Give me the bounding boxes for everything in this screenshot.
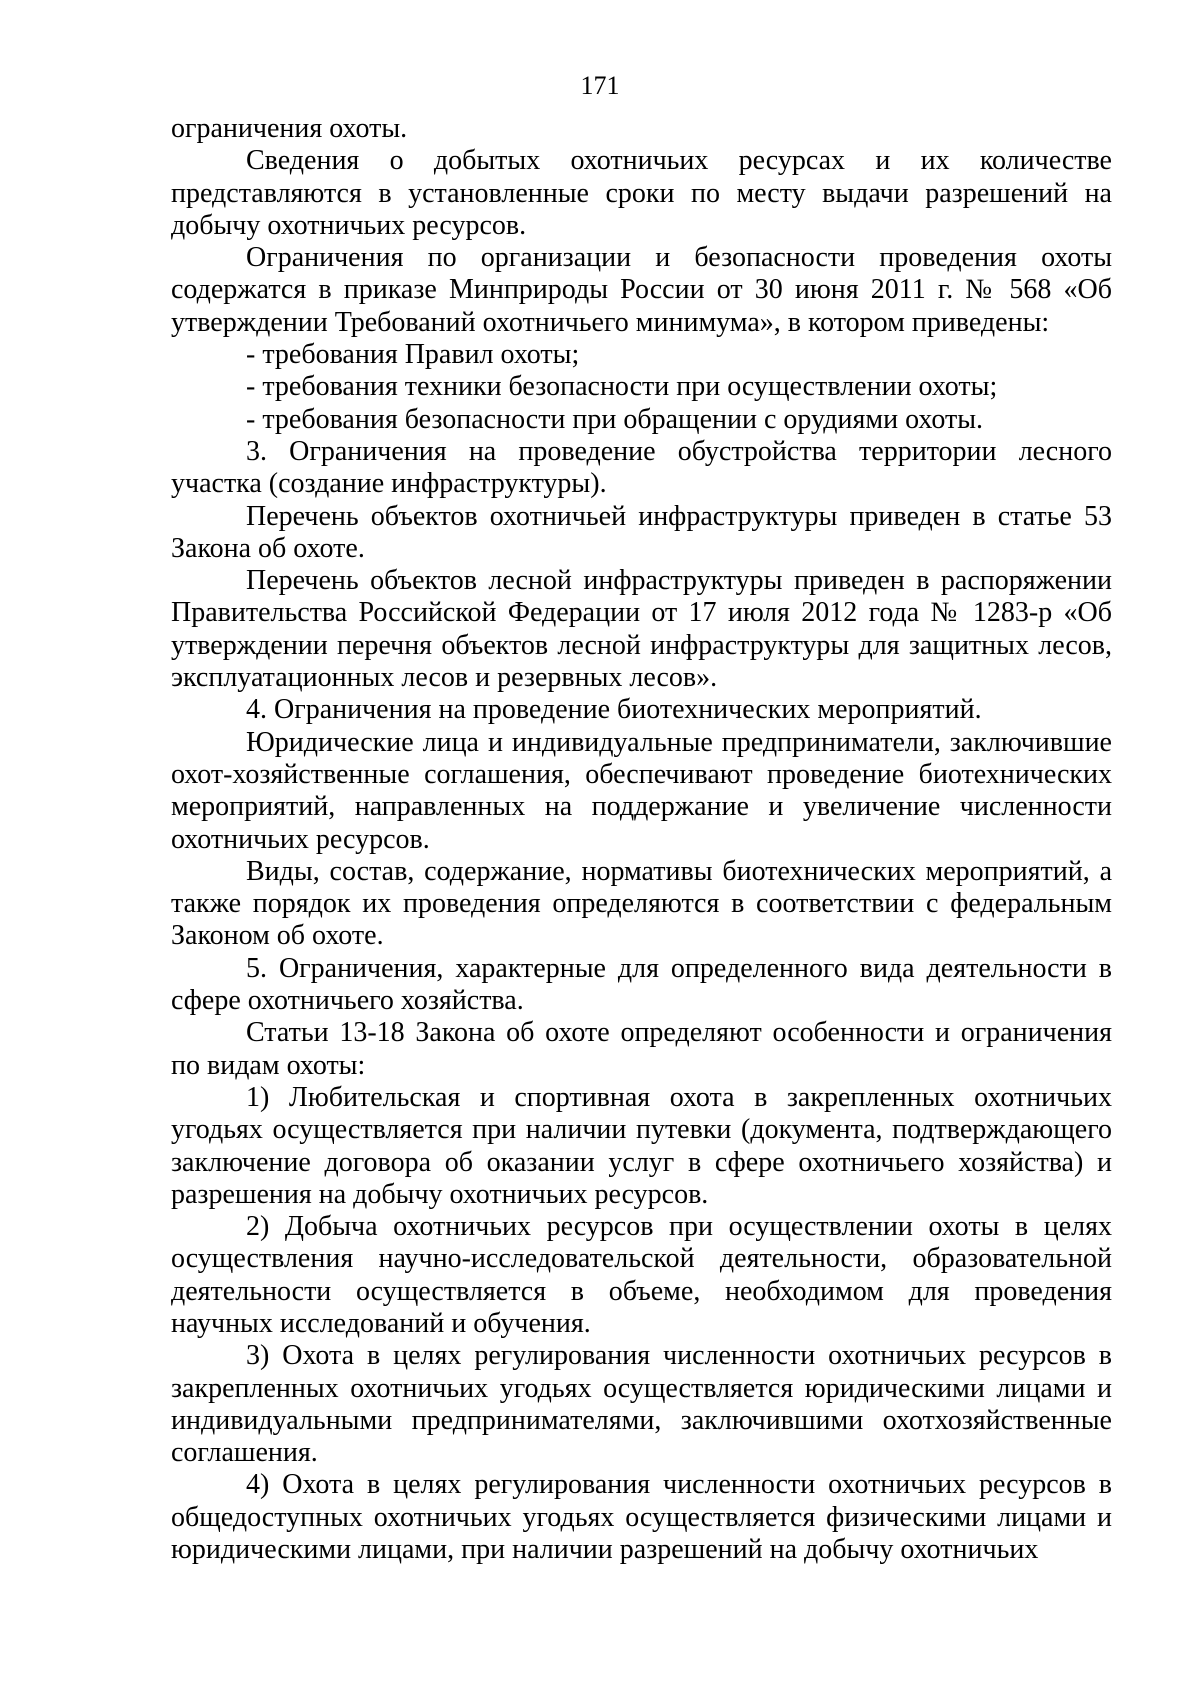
page-number: 171 (580, 71, 620, 100)
list-item-weapon-safety: - требования безопасности при обращении с орудиями охоты. (246, 403, 984, 435)
document-body (171, 113, 1112, 1566)
paragraph-catch-reporting: Сведения о добытых охотничьих ресурсах и их количестве представляются в установленные сроки по месту выдачи разрешений на добычу охотничьих ресурсов. (171, 145, 1112, 241)
list-item-regulation-public: 4) Охота в целях регулирования численности охотничьих ресурсов в общедоступных охотничьих угодьях осуществляется физическими лицами и юридическими лицами, при наличии разрешений на добычу охотничьих (171, 1469, 1112, 1566)
list-item-amateur-hunting: 1) Любительская и спортивная охота в закрепленных охотничьих угодьях осуществляется при наличии путевки (документа, подтверждающего заключение договора об оказании услуг в сфере охотничьего хозяйства) и разрешения на добычу охотничьих ресурсов. (171, 1081, 1112, 1210)
paragraph-articles-13-18: Статьи 13-18 Закона об охоте определяют особенности и ограничения по видам охоты: (171, 1017, 1112, 1081)
list-item-hunting-rules: - требования Правил охоты; (246, 339, 580, 371)
paragraph-heading-4: 4. Ограничения на проведение биотехнических мероприятий. (246, 694, 982, 726)
paragraph-biotech-types: Виды, состав, содержание, нормативы биотехнических мероприятий, а также порядок их проведения определяются в соответствии с федеральным Законом об охоте. (171, 855, 1112, 952)
paragraph-heading-5: 5. Ограничения, характерные для определенного вида деятельности в сфере охотничьего хозяйства. (171, 952, 1112, 1017)
list-item-research-hunting: 2) Добыча охотничьих ресурсов при осуществлении охоты в целях осуществления научно-исследовательской деятельности, образовательной деятельности осуществляется в объеме, необходимом для проведения научных исследований и обучения. (171, 1211, 1112, 1339)
paragraph-hunting-infrastructure: Перечень объектов охотничьей инфраструктуры приведен в статье 53 Закона об охоте. (171, 500, 1112, 564)
list-item-regulation-assigned: 3) Охота в целях регулирования численности охотничьих ресурсов в закрепленных охотничьих угодьях осуществляется юридическими лицами и индивидуальными предпринимателями, заключившими охотхозяйственные соглашения. (171, 1340, 1112, 1469)
paragraph-forest-infrastructure: Перечень объектов лесной инфраструктуры приведен в распоряжении Правительства Российской Федерации от 17 июля 2012 года № 1283-р «Об утверждении перечня объектов лесной инфраструктуры для защитных лесов, эксплуатационных лесов и резервных лесов». (171, 565, 1112, 694)
paragraph-continuation: ограничения охоты. (171, 113, 408, 144)
paragraph-heading-3: 3. Ограничения на проведение обустройства территории лесного участка (создание инфраструктуры). (171, 435, 1112, 500)
list-item-safety-techniques: - требования техники безопасности при осуществлении охоты; (246, 371, 998, 403)
paragraph-biotech-obligations: Юридические лица и индивидуальные предприниматели, заключившие охот-хозяйственные соглашения, обеспечивают проведение биотехнических мероприятий, направленных на поддержание и увеличение численности охотничьих ресурсов. (171, 726, 1112, 855)
paragraph-safety-order: Ограничения по организации и безопасности проведения охоты содержатся в приказе Минприроды России от 30 июня 2011 г. № 568 «Об утверждении Требований охотничьего минимума», в котором приведены: (171, 242, 1112, 338)
